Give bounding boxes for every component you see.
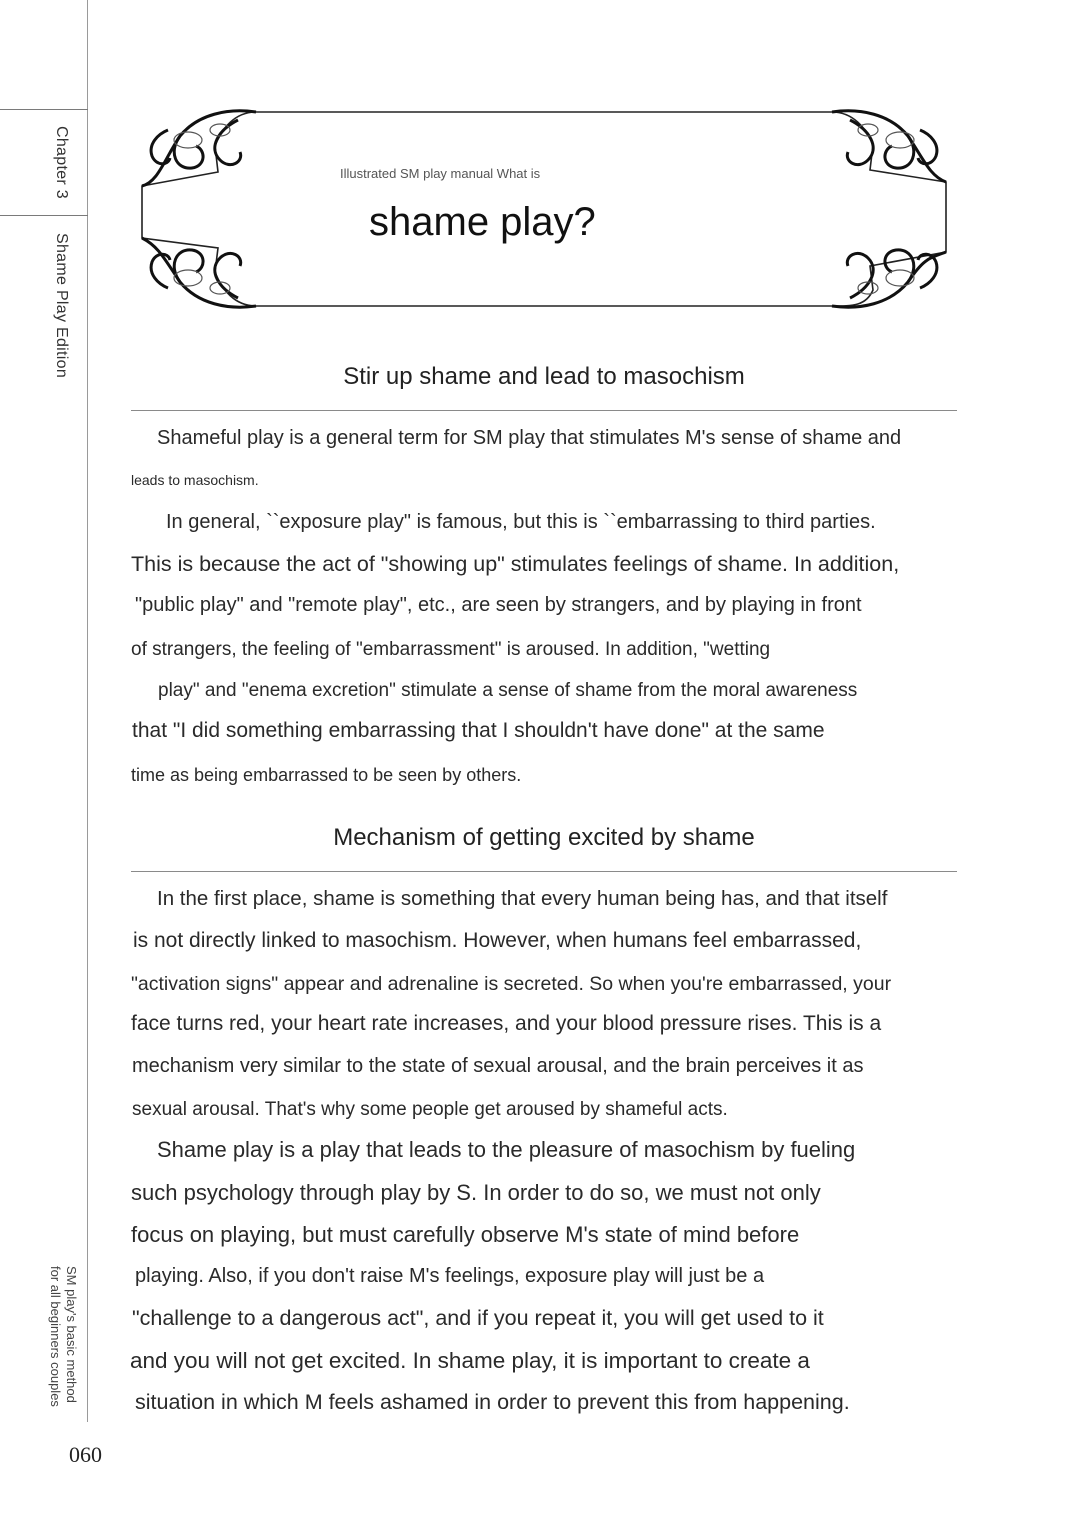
section-label: Shame Play Edition [53, 233, 70, 379]
page-title: shame play? [369, 200, 596, 244]
page-number: 060 [69, 1442, 102, 1467]
paragraph-line: sexual arousal. That's why some people get aroused by shameful acts. [132, 1099, 728, 1120]
paragraph-line: focus on playing, but must carefully observe M's state of mind before [131, 1222, 800, 1247]
paragraph-line: "challenge to a dangerous act", and if you repeat it, you will get used to it [132, 1306, 824, 1330]
paragraph-line: of strangers, the feeling of "embarrassment" is aroused. In addition, "wetting [131, 639, 771, 660]
paragraph-line: and you will not get excited. In shame play, it is important to create a [130, 1348, 810, 1373]
chapter-divider-bottom [0, 215, 88, 216]
section-heading-2: Mechanism of getting excited by shame [333, 824, 755, 851]
section-rule-1 [131, 410, 957, 411]
paragraph-line: that "I did something embarrassing that I shouldn't have done" at the same [132, 719, 825, 742]
paragraph-line: Shameful play is a general term for SM play that stimulates M's sense of shame and [157, 427, 902, 449]
section-heading-1: Stir up shame and lead to masochism [343, 363, 745, 390]
book-title-line1: SM play's basic method [64, 1266, 79, 1403]
paragraph-line: mechanism very similar to the state of sexual arousal, and the brain perceives it as [132, 1055, 864, 1077]
book-title [47, 1266, 79, 1407]
chapter-label: Chapter 3 [53, 126, 70, 199]
paragraph-line: Shame play is a play that leads to the pleasure of masochism by fueling [157, 1137, 856, 1162]
paragraph-line: In general, ``exposure play" is famous, but this is ``embarrassing to third parties. [166, 511, 876, 533]
paragraph-line: "activation signs" appear and adrenaline is secreted. So when you're embarrassed, your [131, 973, 892, 995]
paragraph-line: time as being embarrassed to be seen by others. [131, 765, 522, 785]
title-kicker: Illustrated SM play manual What is [340, 166, 541, 181]
section-rule-2 [131, 871, 957, 872]
paragraph-line: In the first place, shame is something that every human being has, and that itself [157, 887, 888, 910]
paragraph-line: This is because the act of "showing up" stimulates feelings of shame. In addition, [131, 552, 900, 576]
margin-rule [87, 0, 88, 1422]
paragraph-line: face turns red, your heart rate increases, and your blood pressure rises. This is a [131, 1012, 882, 1035]
paragraph-line: is not directly linked to masochism. However, when humans feel embarrassed, [133, 929, 862, 952]
paragraph-line: such psychology through play by S. In order to do so, we must not only [131, 1180, 821, 1205]
paragraph-line: play" and "enema excretion" stimulate a sense of shame from the moral awareness [158, 680, 858, 701]
paragraph-line: situation in which M feels ashamed in order to prevent this from happening. [135, 1390, 850, 1414]
paragraph-line: playing. Also, if you don't raise M's feelings, exposure play will just be a [135, 1265, 765, 1287]
paragraph-line: "public play" and "remote play", etc., are seen by strangers, and by playing in front [135, 594, 862, 616]
paragraph-line: leads to masochism. [131, 472, 259, 488]
chapter-divider-top [0, 109, 88, 110]
book-title-line2: for all beginners couples [48, 1266, 63, 1407]
